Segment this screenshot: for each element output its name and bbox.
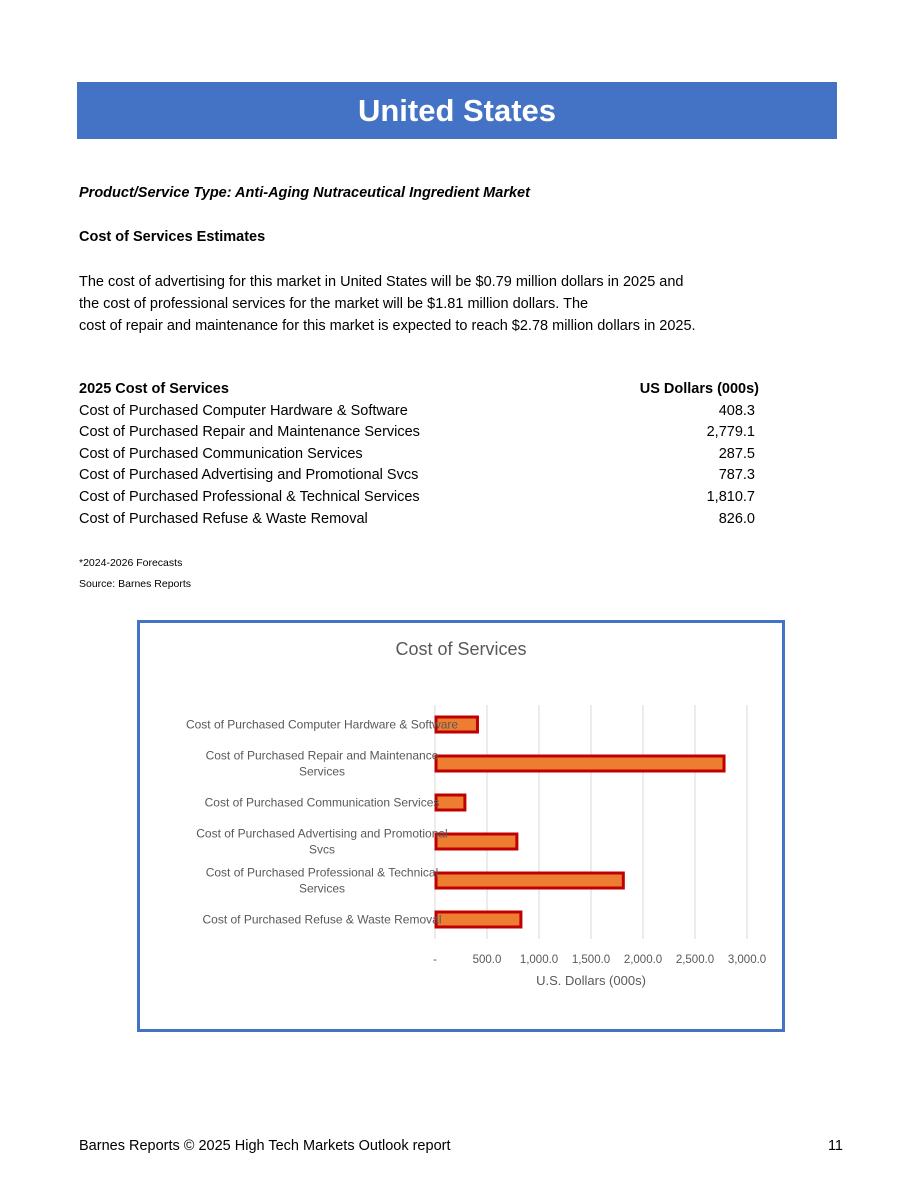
table-header-row xyxy=(79,379,759,401)
table-row xyxy=(79,401,759,423)
summary-paragraph xyxy=(79,271,779,337)
paragraph-line: cost of repair and maintenance for this market is expected to reach $2.78 million dollars in 2025. xyxy=(79,318,696,334)
category-label: Cost of Purchased Refuse & Waste Removal xyxy=(202,912,442,927)
x-tick-label: - xyxy=(433,954,437,966)
category-label: Services xyxy=(298,881,346,896)
x-tick-label: 500.0 xyxy=(472,954,502,966)
category-label: Cost of Purchased Computer Hardware & Software xyxy=(185,717,459,732)
bar xyxy=(436,912,521,927)
row-value: 826.0 xyxy=(718,510,755,527)
row-value: 408.3 xyxy=(718,402,755,419)
forecast-note: *2024-2026 Forecasts xyxy=(79,557,183,569)
bar xyxy=(436,834,517,849)
row-label: Cost of Purchased Repair and Maintenance Services xyxy=(79,424,420,441)
row-value: 1,810.7 xyxy=(706,488,755,505)
x-tick-label: 2,000.0 xyxy=(623,954,663,966)
page-title: United States xyxy=(357,92,557,128)
category-label: Svcs xyxy=(308,842,336,857)
cost-table xyxy=(79,379,759,530)
row-value: 287.5 xyxy=(718,445,755,462)
bar xyxy=(436,873,623,888)
category-label: Cost of Purchased Repair and Maintenance xyxy=(205,748,439,763)
paragraph-line: the cost of professional services for the market will be $1.81 million dollars. The xyxy=(79,296,589,312)
chart-svg xyxy=(140,623,782,1029)
row-label: Cost of Purchased Advertising and Promotional Svcs xyxy=(79,467,419,484)
footer-copyright: Barnes Reports © 2025 High Tech Markets Outlook report xyxy=(79,1138,451,1154)
row-label: Cost of Purchased Computer Hardware & Software xyxy=(79,402,408,419)
page-title-banner xyxy=(77,82,837,139)
table-row xyxy=(79,487,759,509)
bar xyxy=(436,756,724,771)
x-axis-label: U.S. Dollars (000s) xyxy=(536,973,646,988)
table-row xyxy=(79,444,759,466)
page-number: 11 xyxy=(827,1138,843,1154)
x-tick-label: 2,500.0 xyxy=(675,954,715,966)
bar xyxy=(436,795,465,810)
paragraph-line: The cost of advertising for this market in United States will be $0.79 million dollars in 2025 and xyxy=(79,274,684,290)
x-tick-label: 1,000.0 xyxy=(519,954,559,966)
row-label: Cost of Purchased Communication Services xyxy=(79,445,363,462)
table-row xyxy=(79,422,759,444)
table-row xyxy=(79,465,759,487)
x-tick-label: 1,500.0 xyxy=(571,954,611,966)
row-label: Cost of Purchased Professional & Technical Services xyxy=(79,488,420,505)
row-value: 787.3 xyxy=(718,467,755,484)
table-header-label: 2025 Cost of Services xyxy=(79,381,229,397)
category-label: Cost of Purchased Professional & Technical xyxy=(205,865,439,880)
row-value: 2,779.1 xyxy=(706,424,755,441)
row-label: Cost of Purchased Refuse & Waste Removal xyxy=(79,510,368,527)
product-type-heading: Product/Service Type: Anti-Aging Nutraceutical Ingredient Market xyxy=(79,185,530,201)
chart-title: Cost of Services xyxy=(395,639,527,659)
source-note: Source: Barnes Reports xyxy=(79,578,192,590)
category-label: Services xyxy=(298,764,346,779)
table-header-value: US Dollars (000s) xyxy=(639,381,759,397)
category-label: Cost of Purchased Communication Services xyxy=(204,795,440,810)
section-heading: Cost of Services Estimates xyxy=(79,229,266,245)
x-tick-label: 3,000.0 xyxy=(727,954,767,966)
cost-of-services-chart xyxy=(137,620,785,1032)
category-label: Cost of Purchased Advertising and Promotional xyxy=(196,826,448,841)
table-row xyxy=(79,509,759,531)
